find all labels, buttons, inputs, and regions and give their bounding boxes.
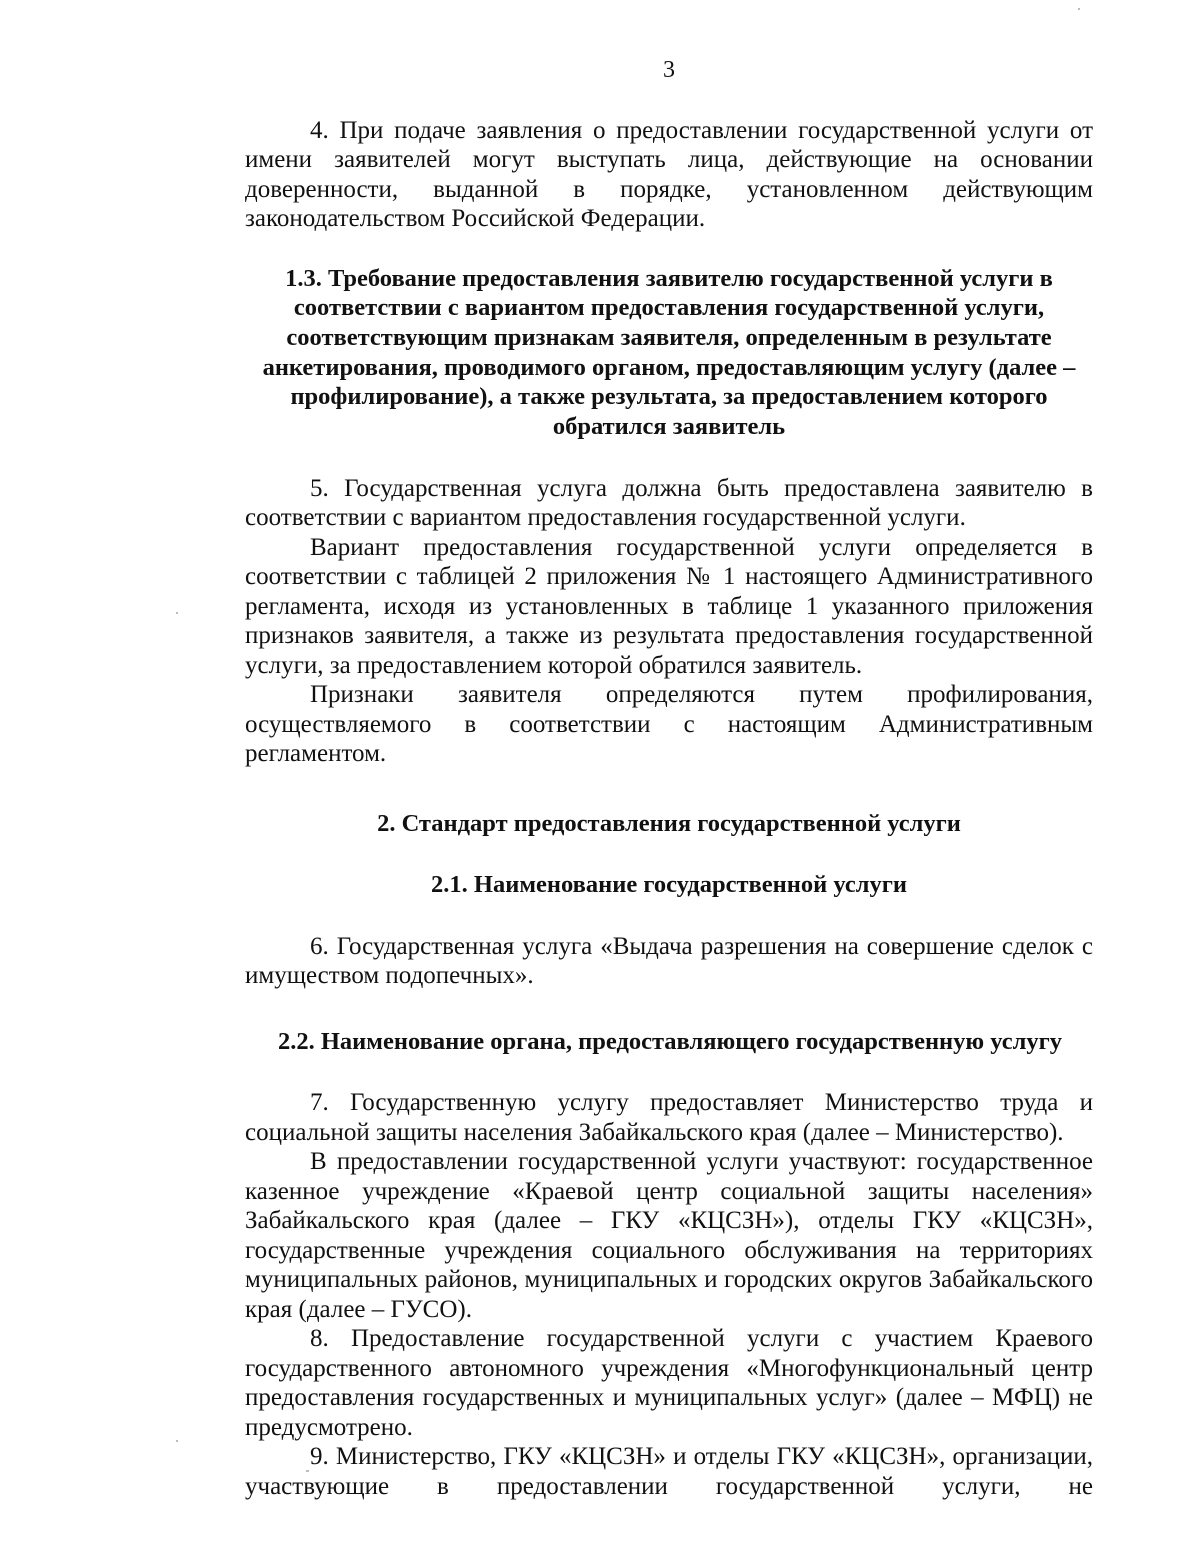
paragraph-variant: Вариант предоставления государственной услуги определяется в соответствии с таблицей 2 приложения № 1 настоящего Административного регламента, исходя из установленных в таблице 1 указанного приложения признаков заявителя, а также из результата предоставления государственной услуги, за предоставлением которой обратился заявитель. bbox=[245, 533, 1093, 679]
scan-mark-bottom bbox=[306, 1470, 309, 1472]
page-number: 3 bbox=[663, 57, 675, 83]
paragraph-5: 5. Государственная услуга должна быть предоставлена заявителю в соответствии с вариантом предоставления государственной услуги. bbox=[245, 474, 1093, 532]
scan-mark-left-1 bbox=[176, 612, 178, 614]
scan-mark-left-2 bbox=[176, 1440, 178, 1442]
heading-2-2: 2.2. Наименование органа, предоставляющего государственную услугу bbox=[277, 1027, 1063, 1055]
paragraph-8: 8. Предоставление государственной услуги с участием Краевого государственного автономного учреждения «Многофункциональный центр предоставления государственных и муниципальных услуг» (далее – МФЦ) не предусмотрено. bbox=[245, 1325, 1093, 1441]
heading-2: 2. Стандарт предоставления государственной услуги bbox=[377, 809, 961, 837]
paragraph-7: 7. Государственную услугу предоставляет Министерство труда и социальной защиты населения Забайкальского края (далее – Министерство). bbox=[245, 1089, 1093, 1146]
heading-2-1: 2.1. Наименование государственной услуги bbox=[431, 871, 907, 899]
paragraph-4: 4. При подаче заявления о предоставлении государственной услуги от имени заявителей могут выступать лица, действующие на основании доверенности, выданной в порядке, установленном действующим законодательством Российской Федерации. bbox=[245, 116, 1093, 232]
paragraph-signs: Признаки заявителя определяются путем профилирования, осуществляемого в соответствии с настоящим Административным регламентом. bbox=[245, 681, 1093, 768]
scan-mark-top-right bbox=[1078, 8, 1080, 10]
paragraph-9: 9. Министерство, ГКУ «КЦСЗН» и отделы ГКУ «КЦСЗН», организации, участвующие в предоставлении государственной услуги, не bbox=[245, 1443, 1093, 1500]
paragraph-participants: В предоставлении государственной услуги участвуют: государственное казенное учреждение «Краевой центр социальной защиты населения» Забайкальского края (далее – ГКУ «КЦСЗН»), отделы ГКУ «КЦСЗН», государственные учреждения социального обслуживания на территориях муниципальных районов, муниципальных и городских округов Забайкальского края (далее – ГУСО). bbox=[245, 1148, 1093, 1323]
paragraph-6: 6. Государственная услуга «Выдача разрешения на совершение сделок с имуществом подопечных». bbox=[245, 932, 1093, 990]
heading-1-3: 1.3. Требование предоставления заявителю государственной услуги в соответствии с вариантом предоставления государственной услуги, соответствующим признакам заявителя, определенным в результате анкетирования, проводимого органом, предоставляющим услугу (далее – профилирование), а также результата, за предоставлением которого обратился заявитель bbox=[262, 264, 1076, 441]
document-page bbox=[245, 56, 1093, 1501]
